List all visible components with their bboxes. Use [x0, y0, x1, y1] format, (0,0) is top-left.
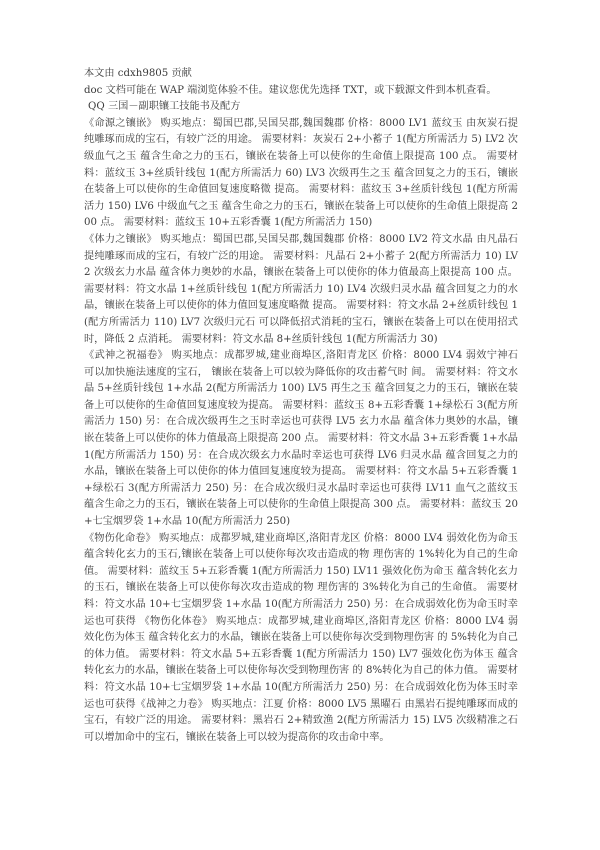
paragraph-life-inlay: 《命源之镶嵌》 购买地点：蜀国巴郡,吴国吴郡,魏国魏郡 价格：8000 LV1 蓝纹玉 由灰炭石提纯雕琢而成的宝石，有较广泛的用途。 需要材料：灰炭石 2+小蓄子 1(配方所需活力 5) LV2 次级血气之玉 蕴含生命之力的玉石，镶嵌在装备上可以使你的生命值上限提高 100 点。 需要材料：蓝纹玉 3+丝质针线包 1(配方所需活力 60) LV3 次级再生之玉 蕴含回复之力的玉石，镶嵌在装备上可以使你的生命值回复速度略微 提高。 需要材料：蓝纹玉 3+丝质针线包 1(配方所需活力 150) LV6 中级血气之玉 蕴含生命之力的玉石，镶嵌在装备上可以使你的生命值上限提高 200 点。 需要材料：蓝纹玉 10+五彩香囊 1(配方所需活力 150) — [84, 117, 518, 229]
paragraph-damage-conversion: 《物伤化命卷》 购买地点：成都罗城,建业商埠区,洛阳青龙区 价格：8000 LV4 弱效化伤为命玉 蕴含转化玄力的玉石,镶嵌在装备上可以使你每次攻击造成的物 理伤害的 1%转化为自己的生命值。 需要材料：蓝纹玉 5+五彩香囊 1(配方所需活力 150) LV11 强效化伤为命玉 蕴含转化玄力的玉石，镶嵌在装备上可以使你每次攻击造成的物 理伤害的 3%转化为自己的生命值。 需要材料：符文水晶 10+七宝烟罗袋 1+水晶 10(配方所需活力 250) 另：在合成弱效化伤为命玉时幸运也可获得 《物伤化体卷》 购买地点：成都罗城,建业商埠区,洛阳青龙区 价格：8000 LV4 弱效化伤为体玉 蕴含转化玄力的水晶，镶嵌在装备上可以使你每次受到物理伤害 的 5%转化为自己的体力值。 需要材料：符文水晶 5+五彩香囊 1(配方所需活力 150) LV7 强效化伤为体玉 蕴含转化玄力的水晶，镶嵌在装备上可以使你每次受到物理伤害 的 8%转化为自己的体力值。 需要材料：符文水晶 10+七宝烟罗袋 1+水晶 10(配方所需活力 250) 另：在合成弱效化伤为体玉时幸运也可获得《战神之力卷》 购买地点：江夏 价格：8000 LV5 黑曜石 由黑岩石提纯雕琢而成的宝石，有较广泛的用途。 需要材料：黑岩石 2+精致渔 2(配方所需活力 15) LV5 次级精准之石 可以增加命中的宝石，镶嵌在装备上可以较为提高你的攻击命中率。 — [84, 532, 518, 743]
paragraph-stamina-inlay: 《体力之镶嵌》 购买地点：蜀国巴郡,吴国吴郡,魏国魏郡 价格：8000 LV2 符文水晶 由凡晶石提纯雕琢而成的宝石，有较广泛的用途。 需要材料：凡晶石 2+小蓄子 2(配方所需活力 10) LV2 次级玄力水晶 蕴含体力奥妙的水晶，镶嵌在装备上可以使你的体力值最高上限提高 100 点。 需要材料：符文水晶 1+丝质针线包 1(配方所需活力 10) LV4 次级归灵水晶 蕴含回复之力的水晶，镶嵌在装备上可以使你的体力值回复速度略微 提高。 需要材料：符文水晶 2+丝质针线包 1(配方所需活力 110) LV7 次级归元石 可以降低招式消耗的宝石，镶嵌在装备上可以在使用招式时，降低 2 点消耗。 需要材料：符文水晶 8+丝质针线包 1(配方所需活力 30) — [84, 233, 518, 345]
paragraph-warrior-blessing: 《武神之祝福卷》 购买地点：成都罗城,建业商埠区,洛阳青龙区 价格：8000 LV4 弱效宁神石 可以加快施法速度的宝石， 镶嵌在装备上可以较为降低你的攻击蓄气时 间。 需要材料：符文水晶 5+丝质针线包 1+水晶 2(配方所需活力 100) LV5 再生之玉 蕴含回复之力的玉石，镶嵌在装备上可以使你的生命值回复速度较为提高。 需要材料：蓝纹玉 8+五彩香囊 1+绿松石 3(配方所需活力 150) 另：在合成次级再生之玉时幸运也可获得 LV5 玄力水晶 蕴含体力奥妙的水晶，镶嵌在装备上可以使你的体力值最高上限提高 200 点。 需要材料：符文水晶 3+五彩香囊 1+水晶 1(配方所需活力 150) 另：在合成次级玄力水晶时幸运也可获得 LV6 归灵水晶 蕴含回复之力的水晶，镶嵌在装备上可以使你的体力值回复速度较为提高。 需要材料：符文水晶 5+五彩香囊 1+绿松石 3(配方所需活力 250) 另：在合成次级归灵水晶时幸运也可获得 LV11 血气之蓝纹玉 蕴含生命之力的玉石，镶嵌在装备上可以使你的生命值上限提高 300 点。 需要材料：蓝纹玉 20+七宝烟罗袋 1+水晶 10(配方所需活力 250) — [84, 350, 518, 528]
document-title: QQ 三国－副职镶工技能书及配方 — [88, 101, 241, 113]
format-notice: doc 文档可能在 WAP 端浏览体验不佳。建议您优先选择 TXT，或下载源文件到本机查看。 — [84, 84, 497, 96]
contributor-line: 本文由 cdxh9805 贡献 — [84, 68, 192, 79]
